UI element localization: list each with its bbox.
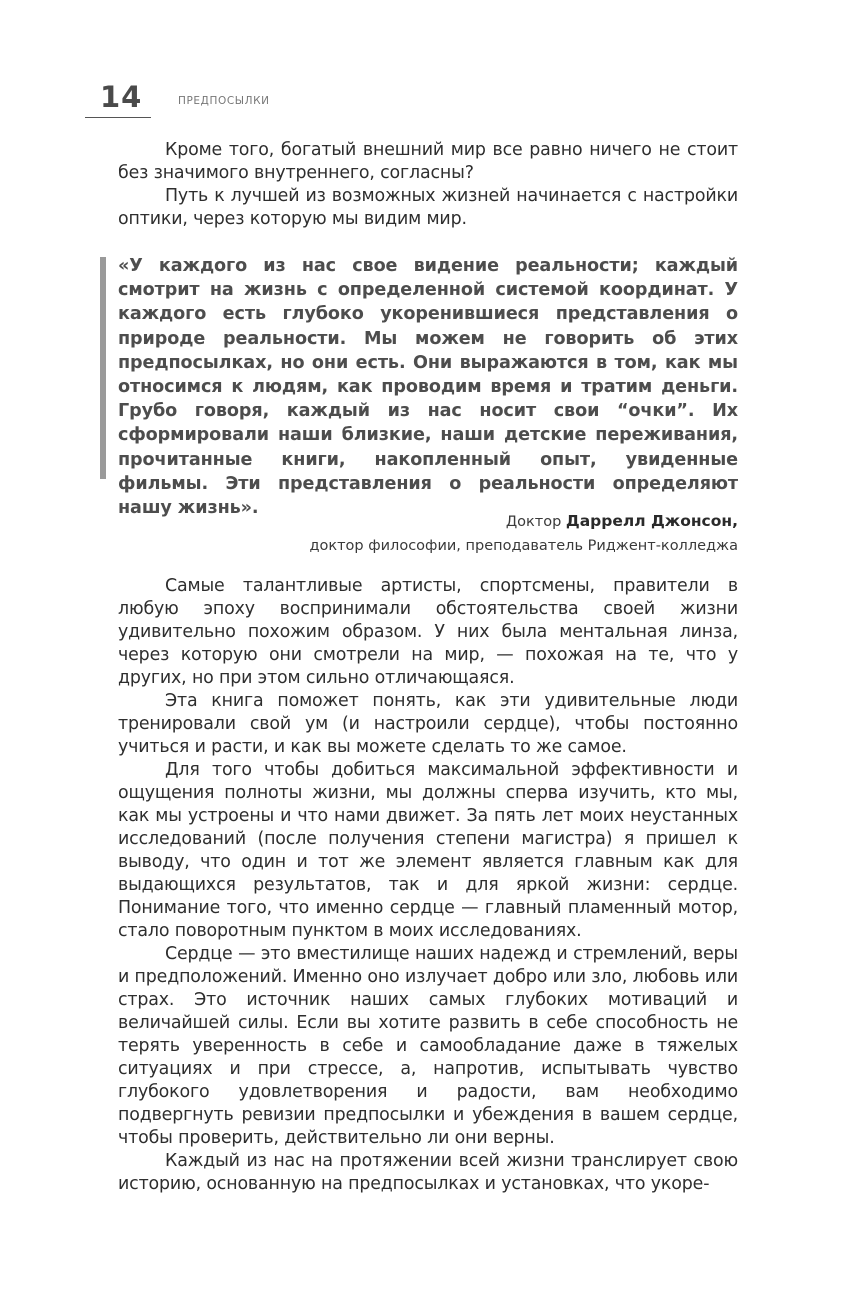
page-number: 14 [100,80,143,114]
attribution-title: доктор философии, преподаватель Риджент-колледжа [309,538,738,554]
intro-paragraph-1: Кроме того, богатый внешний мир все равно ничего не стоит без значимого внутреннего, согласны? [118,140,738,183]
quote-attribution [309,509,738,558]
attribution-prefix: Доктор [505,514,562,530]
header-rule [85,117,151,118]
intro-section [118,139,738,231]
body-paragraph-1: Самые талантливые артисты, спортсмены, правители в любую эпоху воспринимали обстоятельства своей жизни удивительно похожим образом. У них была ментальная линза, через которую они смотрели на мир, — похожая на те, что у других, но при этом сильно отличающаяся. [118,576,738,688]
body-paragraph-3: Для того чтобы добиться максимальной эффективности и ощущения полноты жизни, мы должны сперва изучить, кто мы, как мы устроены и что нами движет. За пять лет моих неустанных исследований (после получения степени магистра) я пришел к выводу, что один и тот же элемент является главным как для выдающихся результатов, так и для яркой жизни: сердце. Понимание того, что именно сердце — главный пламенный мотор, стало поворотным пунктом в моих исследованиях. [118,760,738,941]
running-head: ПРЕДПОСЫЛКИ [178,95,270,107]
body-paragraph-4: Сердце — это вместилище наших надежд и стремлений, веры и предположений. Именно оно излучает добро или зло, любовь или страх. Это источник наших самых глубоких мотиваций и величайшей силы. Если вы хотите развить в себе способность не терять уверенность в себе и самообладание даже в тяжелых ситуациях и при стрессе, а, напротив, испытывать чувство глубокого удовлетворения и радости, вам необходимо подвергнуть ревизии предпосылки и убеждения в вашем сердце, чтобы проверить, действительно ли они верны. [118,944,738,1148]
attribution-name: Даррелл Джонсон, [565,512,738,530]
body-section [118,575,738,1196]
epigraph-quote: «У каждого из нас свое видение реальности; каждый смотрит на жизнь с определенной системой координат. У каждого есть глубоко укоренившиеся представления о природе реальности. Мы можем не говорить об этих предпосылках, но они есть. Они выражаются в том, как мы относимся к людям, как проводим время и тратим деньги. Грубо говоря, каждый из нас носит свои “очки”. Их сформировали наши близкие, наши детские переживания, прочитанные книги, накопленный опыт, увиденные фильмы. Эти представления о реальности определяют нашу жизнь». [118,256,738,519]
body-paragraph-2: Эта книга поможет понять, как эти удивительные люди тренировали свой ум (и настроили сердце), чтобы постоянно учиться и расти, и как вы можете сделать то же самое. [118,691,738,757]
body-paragraph-5: Каждый из нас на протяжении всей жизни транслирует свою историю, основанную на предпосылках и установках, что укоре- [118,1151,738,1194]
quote-bar [100,257,106,479]
intro-paragraph-2: Путь к лучшей из возможных жизней начинается с настройки оптики, через которую мы видим мир. [118,186,738,229]
